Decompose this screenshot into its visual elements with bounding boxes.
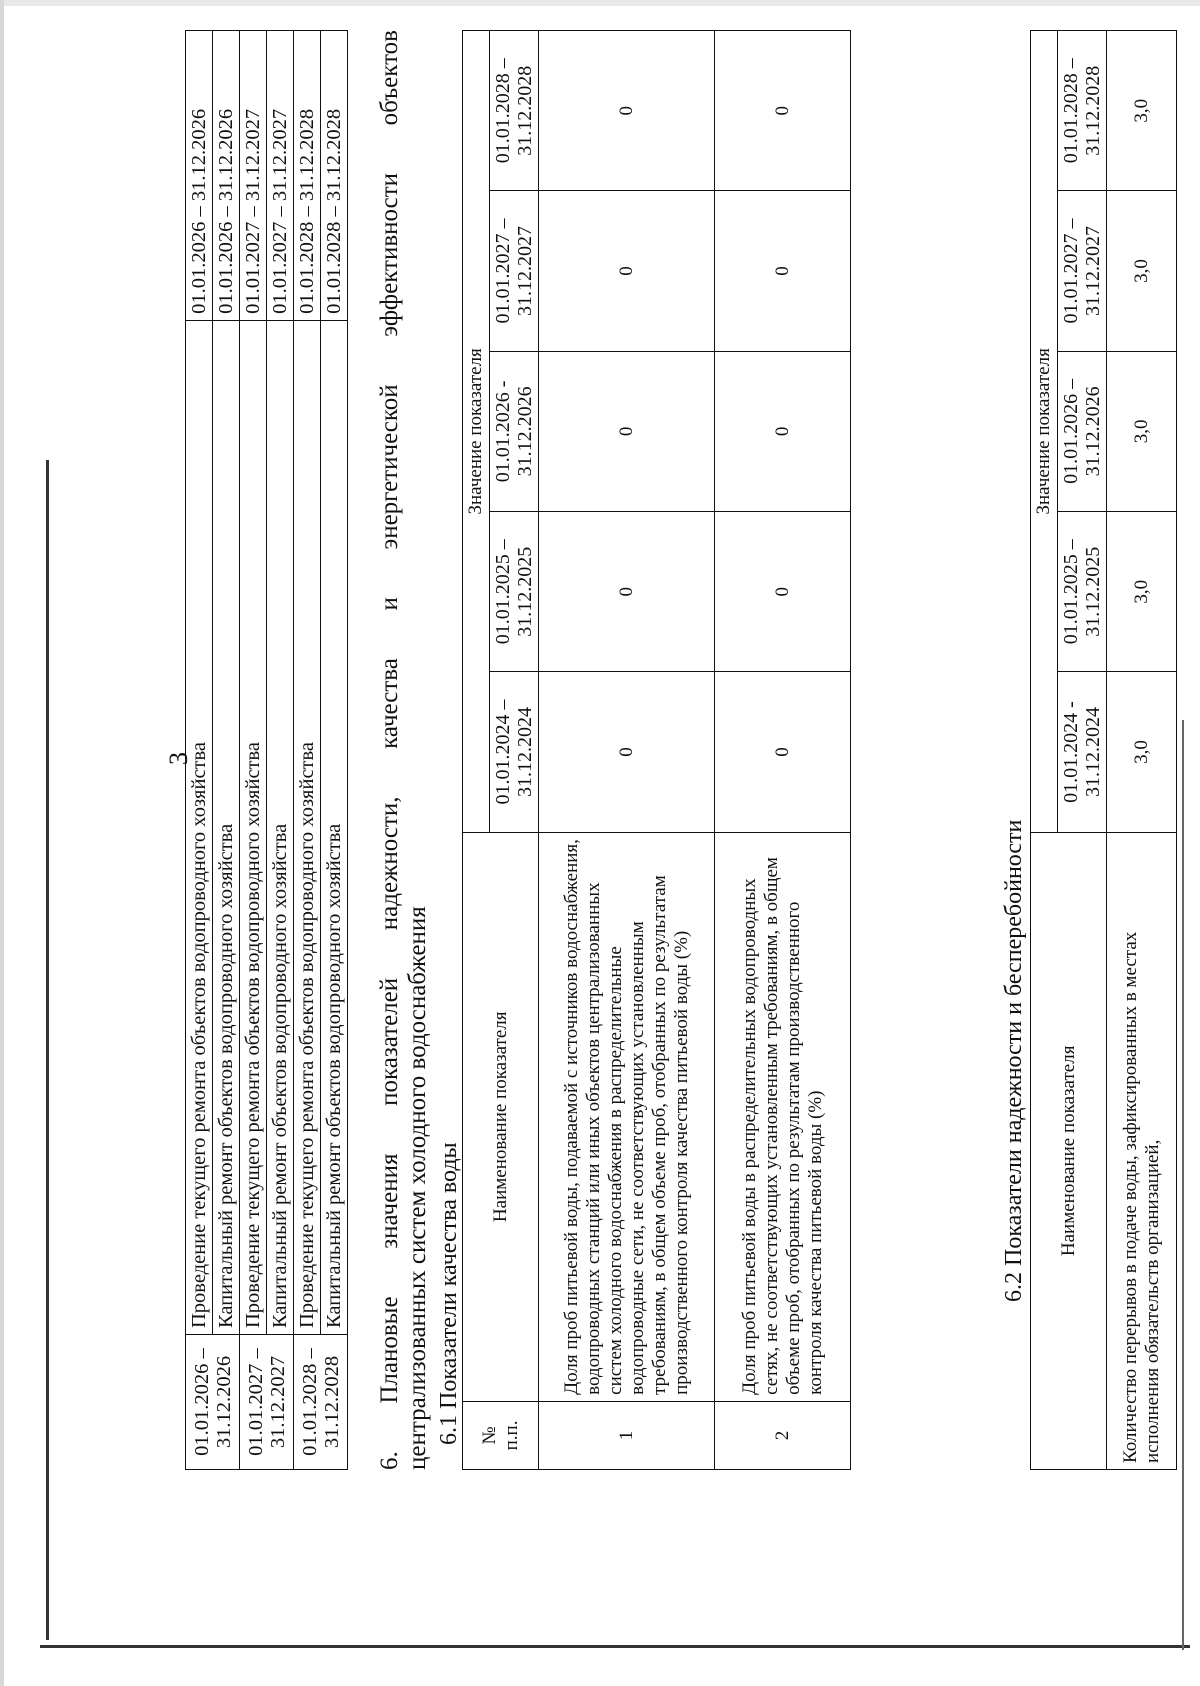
table-row bbox=[213, 31, 240, 1470]
table-row bbox=[186, 31, 213, 1470]
dates-cell: 01.01.2028 – 31.12.2028 bbox=[294, 31, 321, 321]
row-value: 0 bbox=[539, 31, 715, 191]
section62-heading: 6.2 Показатели надежности и бесперебойности bbox=[1001, 819, 1027, 1302]
period-cell: 01.01.2028 – 31.12.2028 bbox=[294, 1335, 348, 1470]
rotated-document-page bbox=[164, 20, 1170, 1470]
scan-border-bottom bbox=[40, 1645, 1190, 1648]
row-value: 0 bbox=[715, 351, 851, 511]
row-value: 3,0 bbox=[1107, 351, 1177, 511]
col-header-period: 01.01.2027 – 31.12.2027 bbox=[490, 191, 539, 351]
col-header-name: Наименование показателя bbox=[1031, 832, 1107, 1469]
work-cell: Проведение текущего ремонта объектов водопроводного хозяйства bbox=[294, 320, 321, 1334]
col-header-period: 01.01.2028 – 31.12.2028 bbox=[1058, 31, 1107, 191]
table-row bbox=[1107, 31, 1177, 1470]
page-number: 3 bbox=[164, 752, 193, 765]
col-header-num: № п.п. bbox=[463, 1401, 539, 1469]
period-cell: 01.01.2027 – 31.12.2027 bbox=[240, 1335, 294, 1470]
col-header-period: 01.01.2028 – 31.12.2028 bbox=[490, 31, 539, 191]
row-value: 3,0 bbox=[1107, 191, 1177, 351]
row-value: 0 bbox=[715, 672, 851, 832]
section6-title: 6. Плановые значения показателей надежности, качества и энергетической эффективности объектов bbox=[376, 30, 403, 1470]
row-value: 0 bbox=[539, 672, 715, 832]
row-value: 0 bbox=[715, 191, 851, 351]
table-header-row bbox=[463, 31, 490, 1470]
col-header-value: Значение показателя bbox=[1031, 31, 1058, 833]
work-cell: Капитальный ремонт объектов водопроводного хозяйства bbox=[321, 320, 348, 1334]
dates-cell: 01.01.2028 – 31.12.2028 bbox=[321, 31, 348, 321]
work-cell: Проведение текущего ремонта объектов водопроводного хозяйства bbox=[240, 320, 267, 1334]
reliability-table bbox=[1030, 30, 1177, 1470]
table-row bbox=[294, 31, 321, 1470]
col-header-period: 01.01.2026 - 31.12.2026 bbox=[490, 351, 539, 511]
row-value: 0 bbox=[539, 351, 715, 511]
dates-cell: 01.01.2027 – 31.12.2027 bbox=[240, 31, 267, 321]
table-row bbox=[240, 31, 267, 1470]
row-num: 1 bbox=[539, 1401, 715, 1469]
row-value: 0 bbox=[715, 512, 851, 672]
col-header-period: 01.01.2024 - 31.12.2024 bbox=[1058, 672, 1107, 832]
repair-schedule-table bbox=[185, 30, 348, 1470]
table-row bbox=[539, 31, 715, 1470]
row-value: 3,0 bbox=[1107, 672, 1177, 832]
table-row bbox=[321, 31, 348, 1470]
scan-border-left bbox=[46, 460, 49, 1640]
row-name: Доля проб питьевой воды в распределительных водопроводных сетях, не соответствующих установленным требованиям, в общем объеме проб, отобранных по результатам производственного контроля качества питьевой воды (%) bbox=[715, 832, 851, 1401]
col-header-value: Значение показателя bbox=[463, 31, 490, 833]
col-header-period: 01.01.2025 – 31.12.2025 bbox=[1058, 512, 1107, 672]
dates-cell: 01.01.2026 – 31.12.2026 bbox=[186, 31, 213, 321]
section61-heading: 6.1 Показатели качества воды bbox=[436, 1142, 462, 1445]
row-value: 0 bbox=[539, 512, 715, 672]
col-header-period: 01.01.2024 – 31.12.2024 bbox=[490, 672, 539, 832]
work-cell: Капитальный ремонт объектов водопроводного хозяйства bbox=[267, 320, 294, 1334]
row-value: 0 bbox=[715, 31, 851, 191]
row-value: 0 bbox=[539, 191, 715, 351]
period-cell: 01.01.2026 – 31.12.2026 bbox=[186, 1335, 240, 1470]
work-cell: Проведение текущего ремонта объектов водопроводного хозяйства bbox=[186, 320, 213, 1334]
scan-edge-top bbox=[0, 0, 1200, 6]
row-name: Доля проб питьевой воды, подаваемой с источников водоснабжения, водопроводных станций или иных объектов централизованных систем холодного водоснабжения в распределительные водопроводные сети, не соответствующих установленным требованиям, в общем объеме проб, отобранных по результатам производственного контроля качества питьевой воды (%) bbox=[539, 832, 715, 1401]
scan-edge-left bbox=[0, 0, 4, 1686]
section6-title-cont: централизованных систем холодного водоснабжения bbox=[404, 906, 431, 1470]
table-header-row bbox=[1031, 31, 1058, 1470]
table-row bbox=[267, 31, 294, 1470]
table-row bbox=[715, 31, 851, 1470]
col-header-period: 01.01.2026 – 31.12.2026 bbox=[1058, 351, 1107, 511]
row-value: 3,0 bbox=[1107, 512, 1177, 672]
col-header-period: 01.01.2025 – 31.12.2025 bbox=[490, 512, 539, 672]
water-quality-table bbox=[462, 30, 851, 1470]
col-header-period: 01.01.2027 – 31.12.2027 bbox=[1058, 191, 1107, 351]
col-header-name: Наименование показателя bbox=[463, 832, 539, 1401]
row-num: 2 bbox=[715, 1401, 851, 1469]
row-name: Количество перерывов в подаче воды, зафиксированных в местах исполнения обязательств организацией, bbox=[1107, 832, 1177, 1469]
work-cell: Капитальный ремонт объектов водопроводного хозяйства bbox=[213, 320, 240, 1334]
dates-cell: 01.01.2027 – 31.12.2027 bbox=[267, 31, 294, 321]
dates-cell: 01.01.2026 – 31.12.2026 bbox=[213, 31, 240, 321]
scan-border-right bbox=[1182, 720, 1184, 1650]
row-value: 3,0 bbox=[1107, 31, 1177, 191]
